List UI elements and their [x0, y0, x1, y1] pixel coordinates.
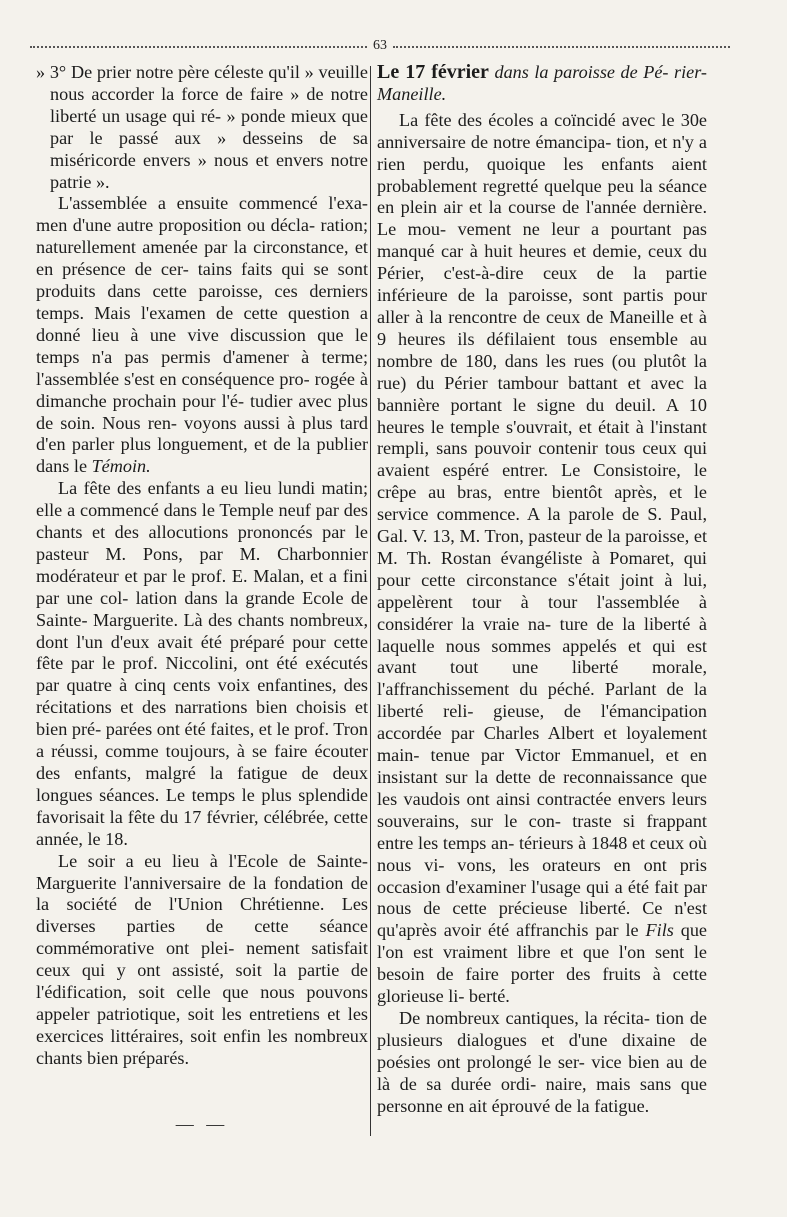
right-column [377, 62, 707, 1118]
article-heading-place: dans la paroisse de Pé- rier-Maneille. [377, 62, 707, 104]
paragraph-union-chretienne: Le soir a eu lieu à l'Ecole de Sainte-Marguerite l'anniversaire de la fondation de la société de l'Union Chrétienne. Les diverses parties de cette séance commémorative ont plei- nement satisfait ceux qui y ont assisté, soit la partie de l'édification, soit celle que nous pouvons appeler patriotique, soit les entretiens et les exercices littéraires, soit enfin les nombreux chants bien préparés. [36, 850, 368, 1068]
article-heading-date: Le 17 février [377, 61, 489, 83]
paragraph-hymns: De nombreux cantiques, la récita- tion de plusieurs dialogues et d'une dixaine de poésies ont prolongé le ser- vice bien au de là de sa durée ordi- naire, mais sans que personne en ait éprouvé de la fatigue. [377, 1007, 707, 1116]
paragraph-children-festival: La fête des enfants a eu lieu lundi matin; elle a commencé dans le Temple neuf par des chants et des allocutions prononcés par le pasteur M. Pons, par M. Charbonnier modérateur et par le prof. E. Malan, et a fini par une col- lation dans la grande Ecole de Sainte- Marguerite. Là des chants nombreux, dont l'un d'eux avait été préparé pour cette fête par le prof. Niccolini, ont été exécutés par quatre à cinq cents voix enfantines, des récitations et des narrations bien choisis et bien pré- parées ont été faites, et le prof. Tron a réussi, comme toujours, à se faire écouter des enfants, malgré la fatigue de deux longues séances. Le temps le plus splendide favorisait la fête du 17 février, célébrée, cette année, le 18. [36, 478, 368, 849]
fils-word: Fils [645, 920, 674, 941]
paragraph-school-festival [377, 110, 707, 1008]
quoted-resolution: » 3° De prier notre père céleste qu'il » veuille nous accorder la force de faire » de notre liberté un usage qui ré- » ponde mieux que par le passé aux » desseins de sa miséricorde envers » nous et envers notre patrie ». [36, 62, 368, 192]
temoin-title: Témoin. [91, 456, 151, 477]
header-rule-right [393, 46, 730, 48]
paragraph-assembly [36, 193, 368, 478]
page-header [30, 36, 730, 56]
column-divider [370, 66, 371, 1136]
header-rule-left [30, 46, 367, 48]
article-heading [377, 62, 707, 106]
page-number: 63 [373, 38, 387, 53]
paragraph-school-festival-text: La fête des écoles a coïncidé avec le 30e anniversaire de notre émancipa- tion, et n'y a rien perdu, quoique les enfants aient probablement regretté quelque peu la séance en plein air et la course de l'année dernière. Le mou- vement ne leur a pourtant pas manqué car à huit heures et demie, ceux du Périer, c'est-à-dire ceux de la partie inférieure de la paroisse, sont partis pour aller à la rencontre de ceux de Maneille et à 9 heures ils défilaient tous ensemble au nombre de 180, dans les rues (ou plutôt la rue) du Périer tambour battant et avec la bannière portant le signe du deuil. A 10 heures le temple s'ouvrait, et était à l'instant rempli, sans pouvoir contenir tous ceux qui avaient espéré entrer. Le Consistoire, le crêpe au bras, entre bientôt après, et le service commence. A la parole de S. Paul, Gal. V. 13, M. Tron, pasteur de la paroisse, et M. Th. Rostan évangéliste à Pomaret, qui pour cette circonstance s'était joint à lui, appelèrent tour à tour l'assemblée à considérer la vraie na- ture de la liberté à laquelle nous sommes appelés et qui est avant tout une liberté morale, l'affranchissement du péché. Parlant de la liberté reli- gieuse, de l'émancipation accordée par Charles Albert et loyalement main- tenue par Victor Emmanuel, et en insistant sur la dette de reconnaissance que les vaudois ont ainsi contractée envers leurs souverains, sur le con- traste si frappant entre les temps an- térieurs à 1848 et ceux où nous vi- vons, les orateurs en ont pris occasion d'examiner l'usage qui a été fait par nous de cette précieuse liberté. Ce n'est qu'après avoir été affranchis par le [377, 109, 707, 941]
left-column [36, 62, 368, 1136]
section-end-mark: — — [175, 1113, 229, 1134]
paragraph-assembly-text: L'assemblée a ensuite commencé l'exa- men d'une autre proposition ou décla- ration; naturellement amenée par la circonstance, et en présence de cer- tains faits qui se sont produits dans cette paroisse, ces derniers temps. Mais l'examen de cette question a donné lieu à une vive discussion que le temps n'a pas permis d'amener à terme; l'assemblée s'est en conséquence pro- rogée à dimanche prochain pour l'é- tudier avec plus de soin. Nous ren- voyons aussi à plus tard d'en parler plus longuement, et de la publier dans le [36, 193, 368, 477]
paragraph-school-festival-end: que l'on est vraiment libre et que l'on sent le besoin de faire porter des fruits à cette glorieuse li- berté. [377, 920, 707, 1007]
